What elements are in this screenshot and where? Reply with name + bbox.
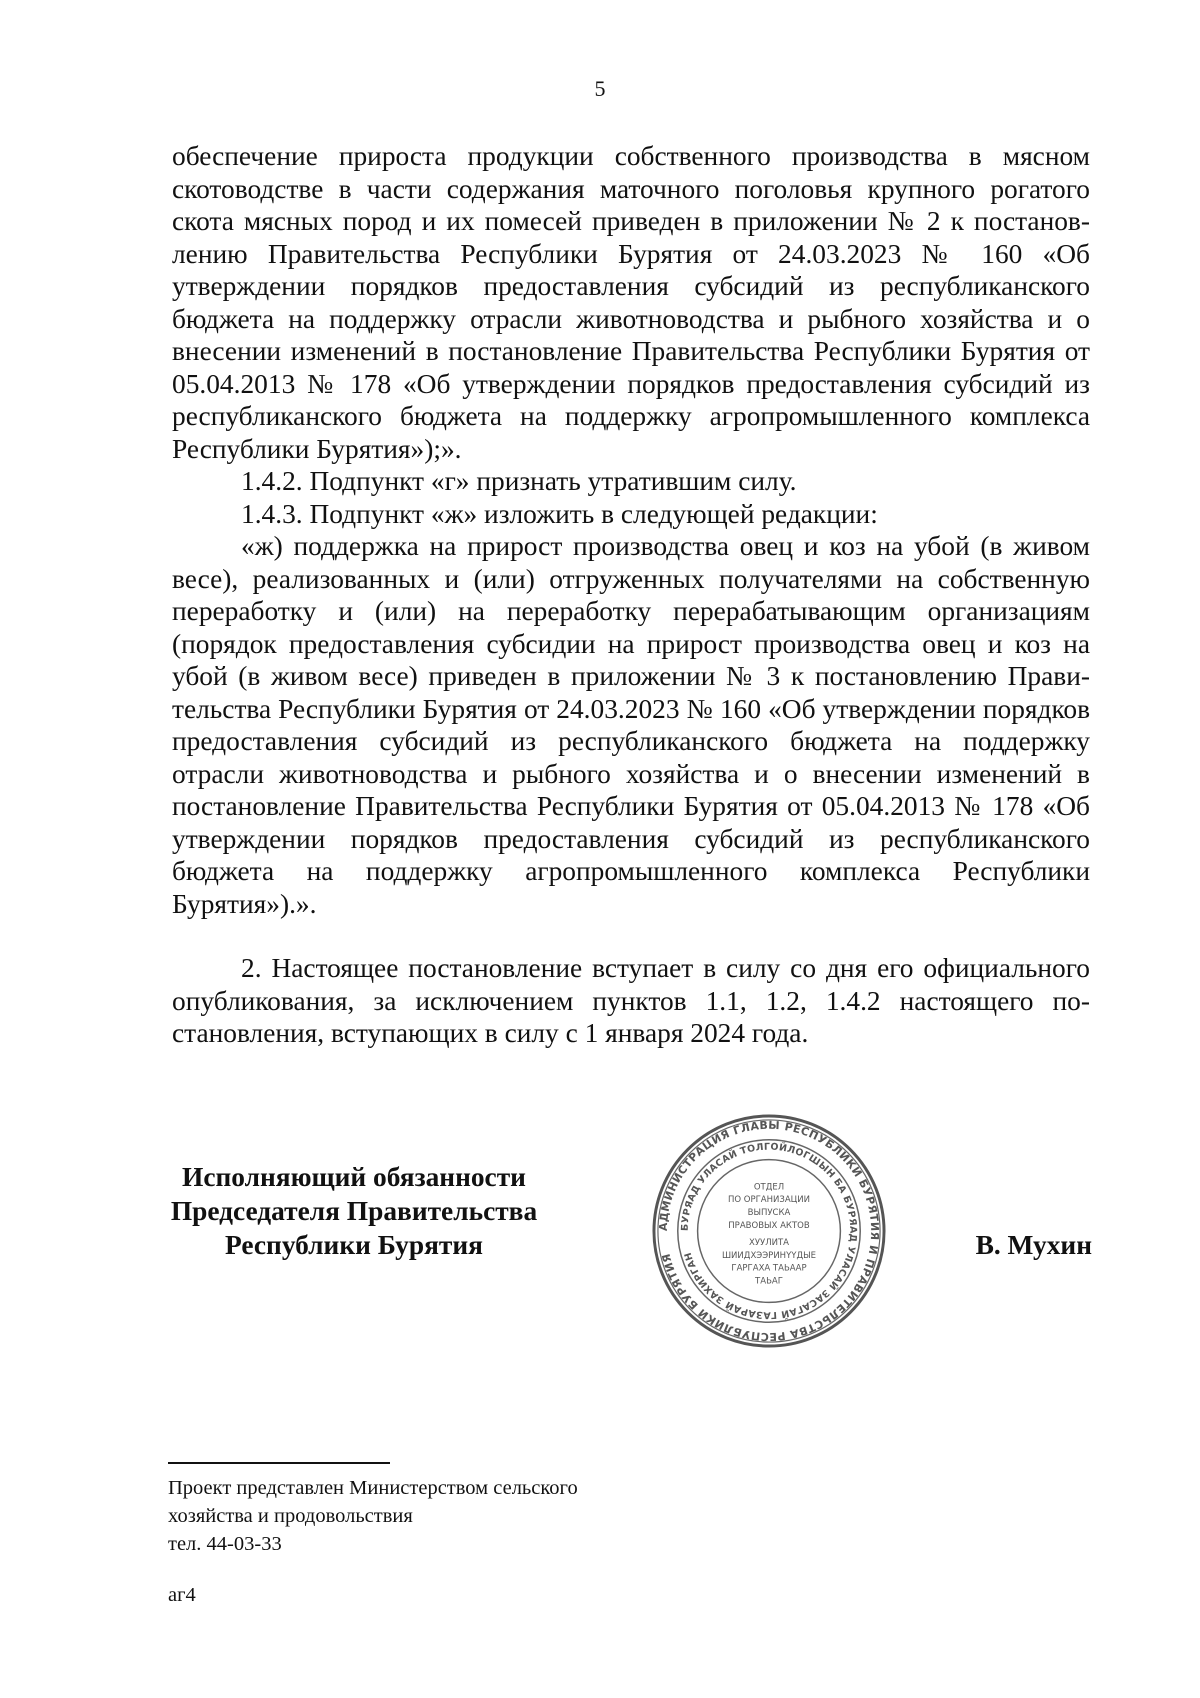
footnote-line-1: Проект представлен Министерством сельского bbox=[168, 1477, 578, 1499]
svg-text:ТАЬАГ: ТАЬАГ bbox=[755, 1276, 783, 1287]
svg-text:ШИИДХЭЭРИНҮҮДЫЕ: ШИИДХЭЭРИНҮҮДЫЕ bbox=[721, 1250, 817, 1261]
paragraph-1-4-3: 1.4.3. Подпункт «ж» изложить в следующей редакции: bbox=[241, 498, 878, 529]
footnote-line-3: тел. 44-03-33 bbox=[168, 1533, 282, 1555]
footnote-line-2: хозяйства и продовольствия bbox=[168, 1505, 413, 1527]
footnote bbox=[168, 1474, 768, 1558]
paragraph-subpoint-zh: «ж) поддержка на прирост производства овец и коз на убой (в живом весе), реализованных и (или) отгруженных получателями на собственную переработку и (или) на переработку перерабатывающим организациям (порядок предоставления субсидии на прирост производства овец и коз на убой (в живом весе) приведен в приложении № 3 к постановлению Правительства Республики Бурятия от 24.03.2023 № 160 «Об утверждении порядков предоставления субсидий из республиканского бюджета на поддержку отрасли животноводства и рыбного хозяйства и о внесении изменений в постановление Правительства Республики Бурятия от 05.04.2013 № 178 «Об утверждении порядков предоставления субсидий из республиканского бюджета на поддержку агропромышленного комплекса Республики Бурятия»).». bbox=[172, 531, 1090, 919]
paragraph-1-4-2: 1.4.2. Подпункт «г» признать утратившим силу. bbox=[241, 466, 797, 496]
svg-text:ПРАВОВЫХ АКТОВ: ПРАВОВЫХ АКТОВ bbox=[728, 1221, 810, 1232]
signature-title-line-1: Исполняющий обязанности bbox=[182, 1162, 526, 1192]
svg-text:ОТДЕЛ: ОТДЕЛ bbox=[753, 1182, 785, 1193]
page-number: 5 bbox=[594, 76, 606, 101]
document-code: аг4 bbox=[168, 1584, 196, 1606]
signature-title-line-2: Председателя Правительства bbox=[170, 1196, 538, 1226]
official-seal-stamp bbox=[650, 1112, 888, 1350]
paragraph-continuation: обеспечение прироста продукции собственного производства в мясном скотоводстве в части содержания маточного поголовья крупного рогатого скота мясных пород и их помесей приведен в приложении № 2 к постановлению Правительства Республики Бурятия от 24.03.2023 № 160 «Об утверждении порядков предоставления субсидий из республиканского бюджета на поддержку отрасли животноводства и рыбного хозяйства и о внесении изменений в постановление Правительства Республики Бурятия от 05.04.2013 № 178 «Об утверждении порядков предоставления субсидий из республиканского бюджета на поддержку агропромышленного комплекса Республики Бурятия»);». bbox=[172, 141, 1090, 464]
svg-text:ГАРГАХА ТАЬААР: ГАРГАХА ТАЬААР bbox=[731, 1263, 807, 1274]
signer-name: В. Мухин bbox=[975, 1230, 1092, 1260]
signature-title-line-3: Республики Бурятия bbox=[225, 1230, 483, 1260]
svg-text:ВЫПУСКА: ВЫПУСКА bbox=[747, 1208, 791, 1219]
signature-title bbox=[156, 1160, 552, 1262]
paragraph-2: 2. Настоящее постановление вступает в силу со дня его официального опубликования, за исключением пунктов 1.1, 1.2, 1.4.2 настоящего постановления, вступающих в силу с 1 января 2024 года. bbox=[172, 953, 1090, 1048]
svg-text:БУРЯАД УЛАСАЙ ТОЛГОЙЛОГШЫН БА: БУРЯАД УЛАСАЙ ТОЛГОЙЛОГШЫН БА БУРЯАД УЛАСАЙ ЗАСАГАЙ ГАЗАРАЙ ЗАХИРГАН bbox=[679, 1141, 859, 1321]
svg-text:ПО ОРГАНИЗАЦИИ: ПО ОРГАНИЗАЦИИ bbox=[727, 1195, 811, 1206]
footnote-divider bbox=[168, 1462, 390, 1464]
svg-text:АДМИНИСТРАЦИЯ ГЛАВЫ РЕСПУБЛИКИ: АДМИНИСТРАЦИЯ ГЛАВЫ РЕСПУБЛИКИ БУРЯТИЯ И ПРАВИТЕЛЬСТВА РЕСПУБЛИКИ БУРЯТИЯ bbox=[656, 1118, 882, 1344]
svg-text:ХУУЛИТА: ХУУЛИТА bbox=[748, 1237, 790, 1248]
document-body bbox=[172, 140, 1090, 1050]
